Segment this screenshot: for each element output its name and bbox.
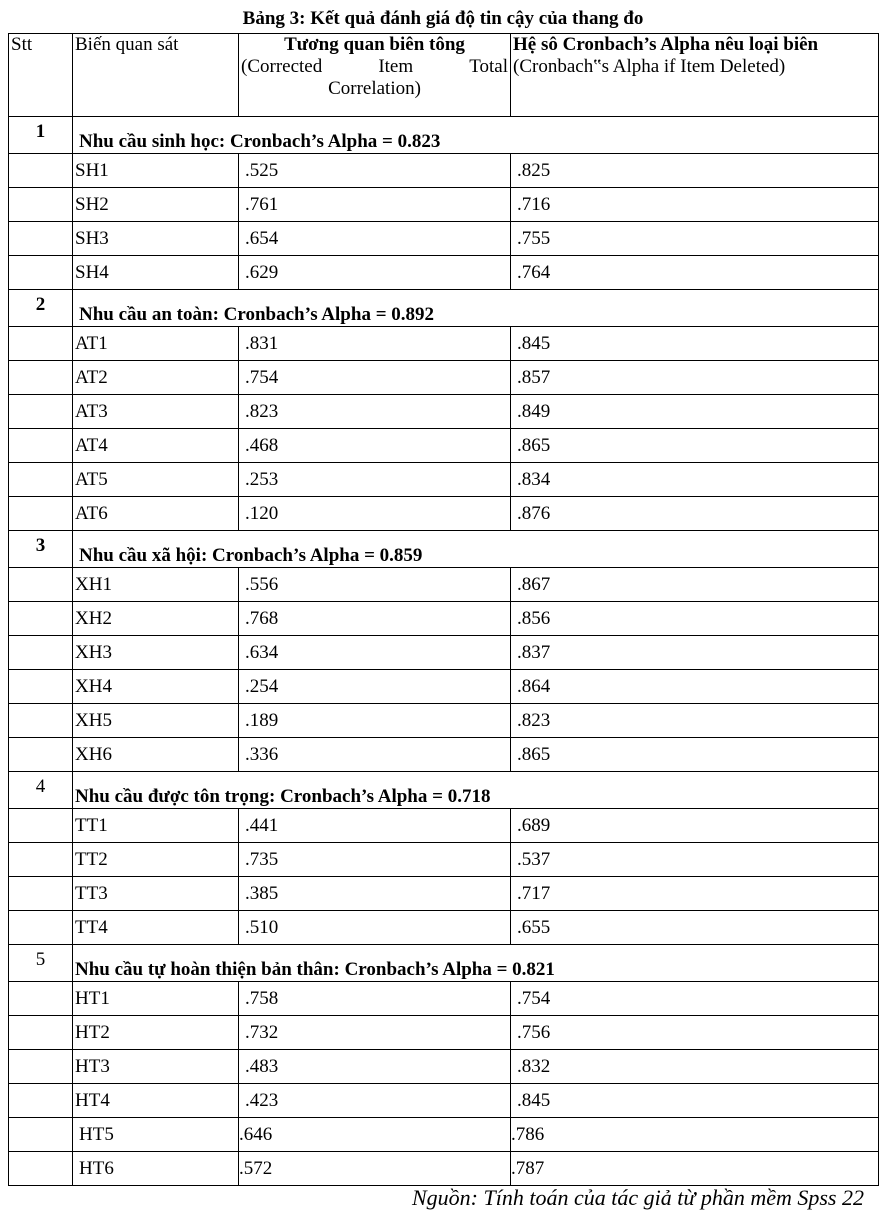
stt-cell <box>9 256 73 290</box>
group-label: Nhu cầu xã hội: Cronbach’s Alpha = 0.859 <box>73 531 879 568</box>
stt-cell <box>9 188 73 222</box>
alpha-if-deleted-value: .867 <box>511 568 879 602</box>
variable-code: AT5 <box>73 463 239 497</box>
stt-cell <box>9 911 73 945</box>
corrected-item-total-value: .468 <box>239 429 511 463</box>
variable-code: HT2 <box>73 1016 239 1050</box>
alpha-if-deleted-value: .823 <box>511 704 879 738</box>
table-row <box>9 636 879 670</box>
variable-code: XH2 <box>73 602 239 636</box>
corrected-item-total-value: .120 <box>239 497 511 531</box>
table-row <box>9 222 879 256</box>
corrected-item-total-value: .510 <box>239 911 511 945</box>
header-alpha-sub: (Cronbach‟s Alpha if Item Deleted) <box>513 56 786 77</box>
corrected-item-total-value: .483 <box>239 1050 511 1084</box>
group-number: 4 <box>9 772 73 809</box>
stt-cell <box>9 222 73 256</box>
variable-code: XH6 <box>73 738 239 772</box>
alpha-if-deleted-value: .825 <box>511 154 879 188</box>
header-corr-sub-3: Total <box>469 56 508 77</box>
corrected-item-total-value: .634 <box>239 636 511 670</box>
variable-code: AT4 <box>73 429 239 463</box>
corrected-item-total-value: .254 <box>239 670 511 704</box>
variable-code: SH4 <box>73 256 239 290</box>
table-row <box>9 911 879 945</box>
alpha-if-deleted-value: .716 <box>511 188 879 222</box>
stt-cell <box>9 463 73 497</box>
variable-code: AT2 <box>73 361 239 395</box>
group-number: 1 <box>9 117 73 154</box>
alpha-if-deleted-value: .834 <box>511 463 879 497</box>
stt-cell <box>9 843 73 877</box>
table-row <box>9 1016 879 1050</box>
group-row <box>9 945 879 982</box>
stt-cell <box>9 429 73 463</box>
table-row <box>9 429 879 463</box>
variable-code: XH3 <box>73 636 239 670</box>
variable-code: TT1 <box>73 809 239 843</box>
header-corr-sub-2: Item <box>378 56 414 77</box>
group-row <box>9 117 879 154</box>
corrected-item-total-value: .768 <box>239 602 511 636</box>
header-corrected-item-total <box>239 34 511 117</box>
source-note: Nguồn: Tính toán của tác giả từ phần mềm Spss 22 <box>412 1185 864 1210</box>
header-corr-sub-1: (Corrected <box>241 56 323 77</box>
alpha-if-deleted-value: .856 <box>511 602 879 636</box>
corrected-item-total-value: .572 <box>239 1152 511 1186</box>
stt-cell <box>9 982 73 1016</box>
reliability-table <box>8 33 879 1186</box>
table-row <box>9 188 879 222</box>
corrected-item-total-value: .423 <box>239 1084 511 1118</box>
table-row <box>9 327 879 361</box>
variable-code: HT4 <box>73 1084 239 1118</box>
stt-cell <box>9 568 73 602</box>
table-row <box>9 670 879 704</box>
table-row <box>9 154 879 188</box>
table-row <box>9 738 879 772</box>
variable-code: XH4 <box>73 670 239 704</box>
variable-code: AT3 <box>73 395 239 429</box>
group-label: Nhu cầu an toàn: Cronbach’s Alpha = 0.892 <box>73 290 879 327</box>
stt-cell <box>9 704 73 738</box>
variable-code: SH1 <box>73 154 239 188</box>
table-row <box>9 1118 879 1152</box>
corrected-item-total-value: .761 <box>239 188 511 222</box>
table-row <box>9 256 879 290</box>
group-row <box>9 290 879 327</box>
alpha-if-deleted-value: .786 <box>511 1118 879 1152</box>
header-alpha-main: Hệ sô Cronbach’s Alpha nêu loại biên <box>513 34 819 55</box>
table-row <box>9 497 879 531</box>
table-row <box>9 1152 879 1186</box>
alpha-if-deleted-value: .787 <box>511 1152 879 1186</box>
stt-cell <box>9 738 73 772</box>
alpha-if-deleted-value: .764 <box>511 256 879 290</box>
corrected-item-total-value: .629 <box>239 256 511 290</box>
group-number: 5 <box>9 945 73 982</box>
table-row <box>9 843 879 877</box>
stt-cell <box>9 602 73 636</box>
table-row <box>9 463 879 497</box>
table-body <box>9 117 879 1186</box>
corrected-item-total-value: .525 <box>239 154 511 188</box>
variable-code: XH5 <box>73 704 239 738</box>
group-label: Nhu cầu tự hoàn thiện bản thân: Cronbach’s Alpha = 0.821 <box>73 945 879 982</box>
alpha-if-deleted-value: .865 <box>511 429 879 463</box>
variable-code: AT1 <box>73 327 239 361</box>
stt-cell <box>9 327 73 361</box>
alpha-if-deleted-value: .754 <box>511 982 879 1016</box>
table-row <box>9 1084 879 1118</box>
variable-code: SH3 <box>73 222 239 256</box>
stt-cell <box>9 670 73 704</box>
group-label: Nhu cầu được tôn trọng: Cronbach’s Alpha = 0.718 <box>73 772 879 809</box>
table-row <box>9 568 879 602</box>
variable-code: XH1 <box>73 568 239 602</box>
alpha-if-deleted-value: .845 <box>511 327 879 361</box>
alpha-if-deleted-value: .537 <box>511 843 879 877</box>
header-corr-sub-line <box>241 56 508 78</box>
group-row <box>9 531 879 568</box>
stt-cell <box>9 1050 73 1084</box>
corrected-item-total-value: .189 <box>239 704 511 738</box>
alpha-if-deleted-value: .717 <box>511 877 879 911</box>
alpha-if-deleted-value: .876 <box>511 497 879 531</box>
variable-code: HT5 <box>73 1118 239 1152</box>
group-row <box>9 772 879 809</box>
corrected-item-total-value: .754 <box>239 361 511 395</box>
stt-cell <box>9 1084 73 1118</box>
corrected-item-total-value: .654 <box>239 222 511 256</box>
alpha-if-deleted-value: .849 <box>511 395 879 429</box>
stt-cell <box>9 1152 73 1186</box>
table-row <box>9 395 879 429</box>
corrected-item-total-value: .735 <box>239 843 511 877</box>
stt-cell <box>9 1118 73 1152</box>
group-label: Nhu cầu sinh học: Cronbach’s Alpha = 0.823 <box>73 117 879 154</box>
table-title: Bảng 3: Kết quả đánh giá độ tin cậy của thang đo <box>242 8 644 29</box>
table-row <box>9 982 879 1016</box>
alpha-if-deleted-value: .655 <box>511 911 879 945</box>
corrected-item-total-value: .732 <box>239 1016 511 1050</box>
table-row <box>9 704 879 738</box>
variable-code: HT6 <box>73 1152 239 1186</box>
corrected-item-total-value: .253 <box>239 463 511 497</box>
header-alpha-if-deleted <box>511 34 879 117</box>
stt-cell <box>9 877 73 911</box>
stt-cell <box>9 154 73 188</box>
table-row <box>9 877 879 911</box>
table-row <box>9 809 879 843</box>
corrected-item-total-value: .646 <box>239 1118 511 1152</box>
group-number: 2 <box>9 290 73 327</box>
header-corr-main: Tương quan biên tông <box>284 34 465 55</box>
alpha-if-deleted-value: .865 <box>511 738 879 772</box>
corrected-item-total-value: .831 <box>239 327 511 361</box>
corrected-item-total-value: .758 <box>239 982 511 1016</box>
alpha-if-deleted-value: .689 <box>511 809 879 843</box>
variable-code: AT6 <box>73 497 239 531</box>
corrected-item-total-value: .556 <box>239 568 511 602</box>
corrected-item-total-value: .385 <box>239 877 511 911</box>
variable-code: HT3 <box>73 1050 239 1084</box>
stt-cell <box>9 361 73 395</box>
stt-cell <box>9 809 73 843</box>
variable-code: HT1 <box>73 982 239 1016</box>
header-row <box>9 34 879 117</box>
alpha-if-deleted-value: .755 <box>511 222 879 256</box>
variable-code: TT2 <box>73 843 239 877</box>
alpha-if-deleted-value: .845 <box>511 1084 879 1118</box>
alpha-if-deleted-value: .864 <box>511 670 879 704</box>
table-row <box>9 602 879 636</box>
stt-cell <box>9 497 73 531</box>
header-corr-sub-4: Correlation) <box>328 78 421 99</box>
stt-cell <box>9 1016 73 1050</box>
table-row <box>9 1050 879 1084</box>
group-number: 3 <box>9 531 73 568</box>
table-row <box>9 361 879 395</box>
corrected-item-total-value: .336 <box>239 738 511 772</box>
alpha-if-deleted-value: .837 <box>511 636 879 670</box>
alpha-if-deleted-value: .832 <box>511 1050 879 1084</box>
header-variable: Biến quan sát <box>73 34 239 117</box>
corrected-item-total-value: .441 <box>239 809 511 843</box>
variable-code: TT4 <box>73 911 239 945</box>
stt-cell <box>9 395 73 429</box>
header-stt: Stt <box>9 34 73 117</box>
stt-cell <box>9 636 73 670</box>
alpha-if-deleted-value: .857 <box>511 361 879 395</box>
variable-code: SH2 <box>73 188 239 222</box>
variable-code: TT3 <box>73 877 239 911</box>
alpha-if-deleted-value: .756 <box>511 1016 879 1050</box>
corrected-item-total-value: .823 <box>239 395 511 429</box>
